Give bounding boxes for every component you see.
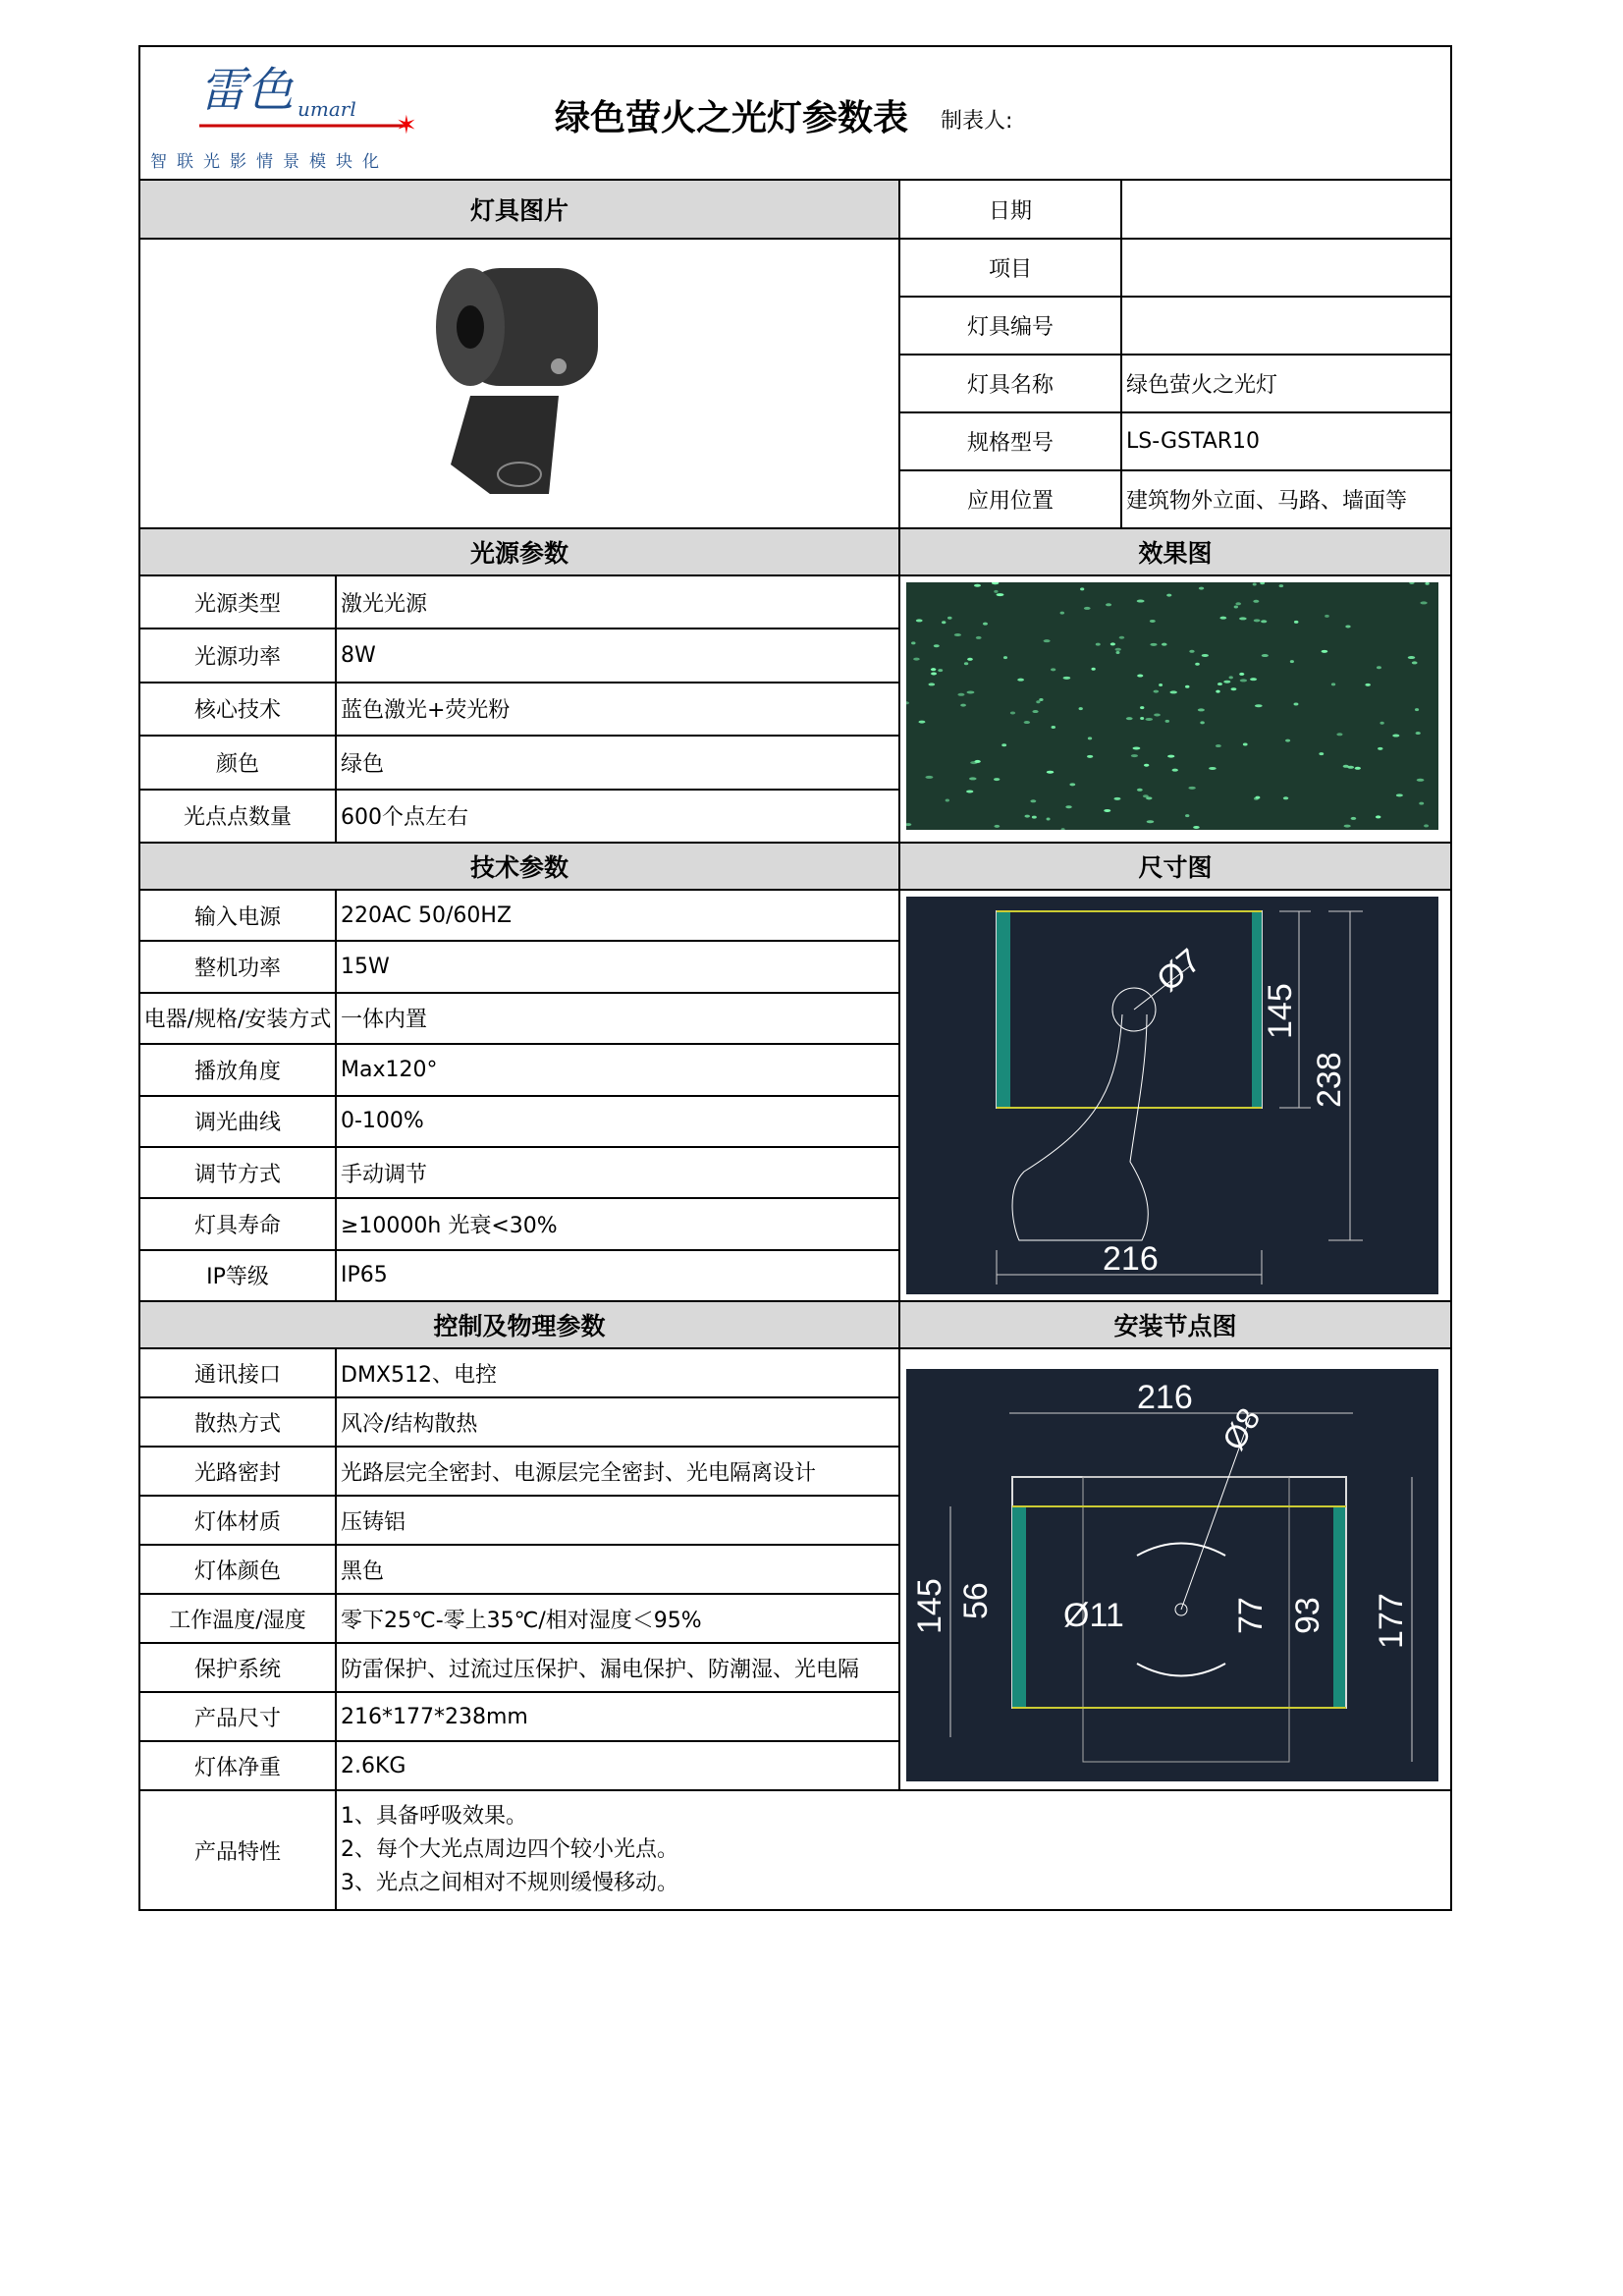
param-value: 手动调节: [336, 1147, 899, 1198]
param-label: 调节方式: [139, 1147, 336, 1198]
param-label: 散热方式: [139, 1397, 336, 1447]
tech-header: 技术参数: [139, 843, 899, 890]
param-value: 压铸铝: [336, 1496, 899, 1545]
param-value: 防雷保护、过流过压保护、漏电保护、防潮湿、光电隔: [336, 1643, 899, 1692]
info-label: 灯具名称: [899, 355, 1121, 412]
lamp-illustration: [411, 248, 627, 514]
info-value: [1121, 297, 1451, 355]
param-value: ≥10000h 光衰<30%: [336, 1198, 899, 1249]
param-label: 核心技术: [139, 683, 336, 736]
info-label: 日期: [899, 180, 1121, 239]
dimension-145: 145: [911, 1578, 948, 1634]
param-label: 播放角度: [139, 1044, 336, 1095]
height-dimension-145: 145: [1262, 983, 1299, 1039]
info-value: 绿色萤火之光灯: [1121, 355, 1451, 412]
info-value: 建筑物外立面、马路、墙面等: [1121, 470, 1451, 528]
param-label: 光路密封: [139, 1447, 336, 1496]
param-value: Max120°: [336, 1044, 899, 1095]
svg-text:✶: ✶: [396, 111, 417, 140]
param-value: 220AC 50/60HZ: [336, 890, 899, 941]
param-label: 灯体材质: [139, 1496, 336, 1545]
features-list: [336, 1790, 1451, 1910]
control-header: 控制及物理参数: [139, 1301, 899, 1348]
width-dimension: 216: [1103, 1240, 1159, 1278]
height-dimension-238: 238: [1311, 1052, 1348, 1108]
param-label: 电器/规格/安装方式: [139, 993, 336, 1044]
param-value: 光路层完全密封、电源层完全密封、光电隔离设计: [336, 1447, 899, 1496]
maker-label: 制表人:: [941, 109, 1013, 134]
param-value: 600个点左右: [336, 790, 899, 843]
info-label: 应用位置: [899, 470, 1121, 528]
param-value: IP65: [336, 1250, 899, 1301]
param-label: 输入电源: [139, 890, 336, 941]
param-label: 灯体颜色: [139, 1545, 336, 1594]
install-drawing-cell: [899, 1348, 1451, 1790]
dimension-header: 尺寸图: [899, 843, 1451, 890]
svg-text:雷色: 雷色: [199, 63, 295, 118]
dimension-drawing-cell: [899, 890, 1451, 1301]
feature-item: 2、每个大光点周边四个较小光点。: [341, 1837, 678, 1862]
param-label: 光源类型: [139, 575, 336, 629]
param-value: 黑色: [336, 1545, 899, 1594]
param-label: 工作温度/湿度: [139, 1594, 336, 1643]
param-label: 保护系统: [139, 1643, 336, 1692]
feature-item: 3、光点之间相对不规则缓慢移动。: [341, 1871, 678, 1895]
dimension-56: 56: [957, 1582, 995, 1619]
svg-text:umarl: umarl: [298, 97, 356, 121]
spec-sheet: [138, 45, 1452, 1911]
info-value: LS-GSTAR10: [1121, 412, 1451, 470]
info-label: 项目: [899, 239, 1121, 297]
param-label: 颜色: [139, 736, 336, 789]
dimension-drawing: [906, 897, 1438, 1294]
param-value: 风冷/结构散热: [336, 1397, 899, 1447]
param-value: 蓝色激光+荧光粉: [336, 683, 899, 736]
param-value: 激光光源: [336, 575, 899, 629]
hole-dimension-11: Ø11: [1063, 1597, 1124, 1634]
page-title: 绿色萤火之光灯参数表: [555, 98, 909, 138]
feature-item: 1、具备呼吸效果。: [341, 1804, 527, 1829]
param-value: 8W: [336, 629, 899, 682]
info-label: 灯具编号: [899, 297, 1121, 355]
param-value: 一体内置: [336, 993, 899, 1044]
param-label: 灯具寿命: [139, 1198, 336, 1249]
param-value: 15W: [336, 941, 899, 992]
lamp-image-header: 灯具图片: [139, 180, 899, 239]
brand-logo: [150, 57, 445, 175]
svg-text:智联光影情景模块化: 智联光影情景模块化: [150, 152, 389, 172]
info-label: 规格型号: [899, 412, 1121, 470]
param-value: 2.6KG: [336, 1741, 899, 1790]
param-label: 光点点数量: [139, 790, 336, 843]
info-value: [1121, 239, 1451, 297]
hole-dimension: Ø7: [1150, 942, 1209, 1000]
param-label: 灯体净重: [139, 1741, 336, 1790]
title-row: [139, 46, 1451, 180]
light-source-header: 光源参数: [139, 528, 899, 575]
param-label: 通讯接口: [139, 1348, 336, 1397]
effect-header: 效果图: [899, 528, 1451, 575]
firefly-effect-image: [906, 582, 1438, 830]
width-dimension: 216: [1137, 1379, 1193, 1416]
features-label: 产品特性: [139, 1790, 336, 1910]
info-value: [1121, 180, 1451, 239]
param-value: 0-100%: [336, 1096, 899, 1147]
param-value: 零下25℃-零上35℃/相对湿度＜95%: [336, 1594, 899, 1643]
param-label: 整机功率: [139, 941, 336, 992]
install-header: 安装节点图: [899, 1301, 1451, 1348]
param-value: 绿色: [336, 736, 899, 789]
param-label: 调光曲线: [139, 1096, 336, 1147]
param-value: DMX512、电控: [336, 1348, 899, 1397]
lamp-photo: [139, 239, 899, 528]
dimension-93: 93: [1289, 1597, 1326, 1634]
param-label: IP等级: [139, 1250, 336, 1301]
effect-photo: [899, 575, 1451, 843]
param-label: 产品尺寸: [139, 1692, 336, 1741]
param-value: 216*177*238mm: [336, 1692, 899, 1741]
dimension-77: 77: [1232, 1597, 1270, 1634]
dimension-177: 177: [1373, 1593, 1410, 1649]
install-drawing: [906, 1369, 1438, 1781]
hole-dimension-8: Ø8: [1215, 1401, 1268, 1456]
param-label: 光源功率: [139, 629, 336, 682]
